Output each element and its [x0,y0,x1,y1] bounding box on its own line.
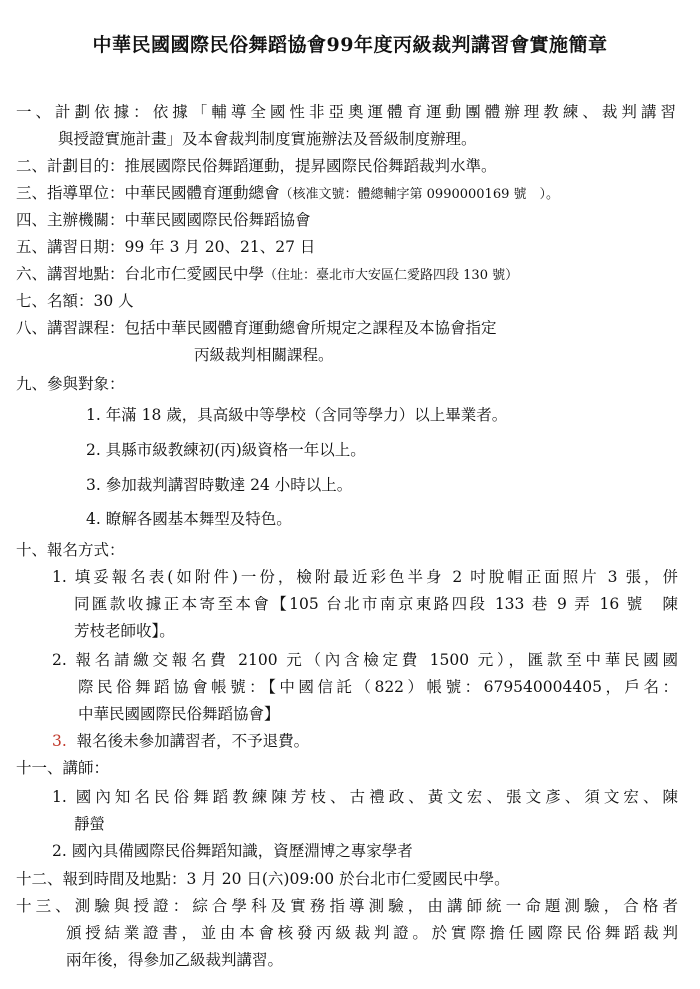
section-8-line-1 [16,318,497,338]
document-title: 中華民國國際民俗舞蹈協會99年度丙級裁判講習會實施簡章 [92,34,608,56]
approval-note: （核准文號：體總輔字第 0990000169 號 ）。 [279,187,560,202]
section-6 [16,264,518,286]
section-text: 依據「輔導全國性非亞奧運體育運動團體辦理教練、裁判講習 [152,103,676,121]
section-label: 五、講習日期： [16,238,125,256]
address-note: （住址：臺北市大安區仁愛路四段 130 號） [264,268,519,283]
section-label: 十二、報到時間及地點： [16,870,187,888]
section-13-line-2: 頒授結業證書，並由本會核發丙級裁判證。於實際擔任國際民俗舞蹈裁判 [66,924,678,942]
section-text: 30 人 [93,292,134,310]
list-item: 1. 年滿 18 歲，具高級中等學校（含同等學力）以上畢業者。 [86,406,508,424]
section-8-line-2: 丙級裁判相關課程。 [194,346,334,364]
item-text: 報名後未參加講習者，不予退費。 [76,732,310,750]
list-item: 2. 具縣市級教練初(丙)級資格一年以上。 [86,441,366,459]
section-label: 四、主辦機關： [16,211,125,229]
section-13-line-1 [16,896,678,916]
section-text: 綜合學科及實務指導測驗，由講師統一命題測驗，合格者 [192,897,678,915]
lecturer-item-1-line-1: 1. 國內知名民俗舞蹈教練陳芳枝、古禮政、黃文宏、張文彥、須文宏、陳 [52,788,678,806]
section-text: 推展國際民俗舞蹈運動，提昇國際民俗舞蹈裁判水準。 [124,157,497,175]
section-text: 台北市仁愛國民中學 [124,265,265,283]
section-11-label: 十一、講師： [16,759,110,777]
list-item: 4. 瞭解各國基本舞型及特色。 [86,510,292,528]
section-7 [16,291,134,311]
section-1-line-2: 與授證實施計畫」及本會裁判制度實施辦法及晉級制度辦理。 [58,130,477,148]
section-label: 三、指導單位： [16,184,125,202]
section-2 [16,156,497,176]
section-12 [16,869,510,889]
lecturer-item-1-line-2: 靜螢 [74,815,106,833]
item-number: 3. [52,732,67,750]
section-text: 中華民國體育運動總會 [124,184,280,202]
section-label: 六、講習地點： [16,265,125,283]
section-3 [16,183,559,205]
section-10-label: 十、報名方式： [16,541,125,559]
section-text: 包括中華民國體育運動總會所規定之課程及本協會指定 [124,319,497,337]
section-label: 一、計劃依據： [16,103,153,121]
section-label: 十三、測驗與授證： [16,897,193,915]
registration-item-2-line-2: 際民俗舞蹈協會帳號：【中國信託（822）帳號：679540004405，戶名： [78,678,678,696]
section-label: 七、名額： [16,292,94,310]
section-text: 3 月 20 日(六)09:00 於台北市仁愛國民中學。 [186,870,510,888]
section-1-line-1 [16,102,676,122]
section-13-line-3: 兩年後，得參加乙級裁判講習。 [66,951,284,969]
registration-item-1-line-2: 同匯款收據正本寄至本會【105 台北市南京東路四段 133 巷 9 弄 16 號 陳 [74,595,678,613]
registration-item-2-line-3: 中華民國國際民俗舞蹈協會】 [78,705,280,723]
section-text: 中華民國國際民俗舞蹈協會 [124,211,311,229]
list-item: 3. 參加裁判講習時數達 24 小時以上。 [86,476,353,494]
section-label: 八、講習課程： [16,319,125,337]
section-text: 99 年 3 月 20、21、27 日 [124,238,316,256]
registration-item-2-line-1: 2. 報名請繳交報名費 2100 元（內含檢定費 1500 元），匯款至中華民國國 [52,651,678,669]
lecturer-item-2: 2. 國內具備國際民俗舞蹈知識，資歷淵博之專家學者 [52,842,413,860]
section-4 [16,210,311,230]
section-5 [16,237,315,257]
registration-item-1-line-1: 1. 填妥報名表(如附件)一份，檢附最近彩色半身 2 吋脫帽正面照片 3 張，併 [52,568,678,586]
section-9-label: 九、參與對象： [16,375,125,393]
section-label: 二、計劃目的： [16,157,125,175]
registration-item-1-line-3: 芳枝老師收】。 [74,622,175,640]
registration-item-3 [52,731,309,751]
